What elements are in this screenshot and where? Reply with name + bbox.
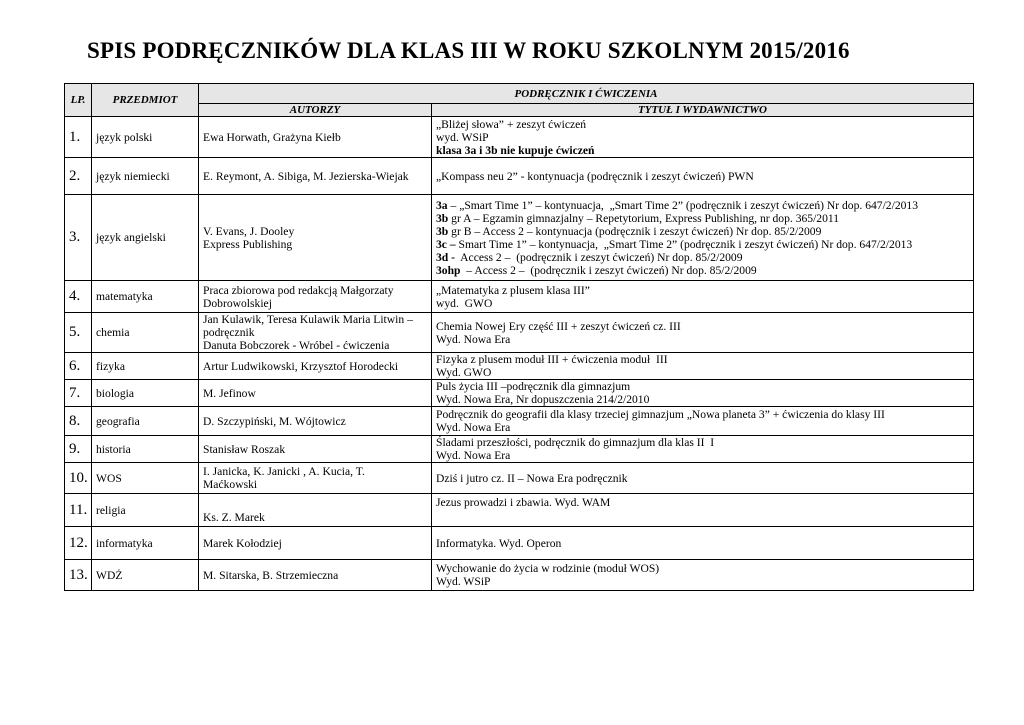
authors-cell [199,313,432,353]
author-line: Ewa Horwath, Grażyna Kiełb [203,130,341,144]
book-text: „Bliżej słowa” + zeszyt ćwiczeń [436,117,587,131]
book-line [436,449,969,462]
book-text: Podręcznik do geografii dla klasy trzeciej gimnazjum „Nowa planeta 3” + ćwiczenia do klasy III [436,408,885,421]
book-line [436,212,969,225]
book-line [436,144,969,157]
book-text: Jezus prowadzi i zbawia. Wyd. WAM [436,496,611,509]
author-line: I. Janicka, K. Janicki , A. Kucia, T. [203,465,365,478]
class-label: klasa 3a i 3b nie kupuje ćwiczeń [436,143,595,157]
author-line: Danuta Bobczorek - Wróbel - ćwiczenia [203,339,390,352]
book-text: „Kompass neu 2” - kontynuacja (podręcznik i zeszyt ćwiczeń) PWN [436,169,754,183]
book-line [436,496,969,509]
book-text: Wychowanie do życia w rodzinie (moduł WOS) [436,562,660,575]
author-line: Praca zbiorowa pod redakcją Małgorzaty [203,283,394,297]
author-line: E. Reymont, A. Sibiga, M. Jezierska-Wiejak [203,169,409,183]
header-lp: LP. [65,84,92,117]
book-line [436,575,969,588]
author-line: Stanisław Roszak [203,442,286,456]
book-text: Puls życia III –podręcznik dla gimnazjum [436,380,631,393]
author-line: Jan Kulawik, Teresa Kulawik Maria Litwin – [203,313,413,326]
book-text: Chemia Nowej Ery część III + zeszyt ćwiczeń cz. III [436,319,681,333]
subject-cell: biologia [92,380,199,407]
book-line [436,238,969,251]
table-row [65,560,974,591]
row-number: 3. [65,195,92,281]
subject-cell: język niemiecki [92,158,199,195]
authors-cell [199,380,432,407]
table-row [65,436,974,463]
book-text: Wyd. Nowa Era [436,421,511,434]
book-text: Access 2 – (podręcznik i zeszyt ćwiczeń) Nr dop. 85/2/2009 [455,250,743,264]
book-line [436,131,969,144]
book-text: Śladami przeszłości, podręcznik do gimnazjum dla klas II I [436,436,715,449]
authors-cell [199,117,432,158]
title-publisher-cell [432,158,974,195]
author-line: M. Sitarska, B. Strzemieczna [203,568,339,582]
book-text: gr A – Egzamin gimnazjalny – Repetytorium, Express Publishing, nr dop. 365/2011 [448,211,840,225]
title-publisher-cell [432,117,974,158]
row-number: 8. [65,407,92,436]
table-row [65,313,974,353]
subject-cell: historia [92,436,199,463]
book-text: Wyd. GWO [436,366,492,379]
row-number: 5. [65,313,92,353]
class-label: 3b [436,224,449,238]
authors-cell [199,436,432,463]
book-text: Smart Time 1” – kontynuacja, „Smart Time 2” (podręcznik i zeszyt ćwiczeń) Nr dop. 647/2/2013 [455,237,913,251]
class-label: 3b [436,211,449,225]
book-line [436,380,969,393]
book-line [436,199,969,212]
book-line [436,251,969,264]
book-line [436,366,969,379]
subject-cell: geografia [92,407,199,436]
title-publisher-cell [432,380,974,407]
book-line [436,284,969,297]
book-line [436,472,969,485]
book-line [436,118,969,131]
authors-cell [199,463,432,494]
author-line: Artur Ludwikowski, Krzysztof Horodecki [203,359,399,373]
title-publisher-cell [432,195,974,281]
title-publisher-cell [432,494,974,527]
row-number: 12. [65,527,92,560]
book-text: Fizyka z plusem moduł III + ćwiczenia moduł III [436,353,668,366]
book-line [436,170,969,183]
book-text: – „Smart Time 1” – kontynuacja, „Smart Time 2” (podręcznik i zeszyt ćwiczeń) Nr dop. 647/2/2013 [447,198,919,212]
book-text: Wyd. Nowa Era [436,332,511,346]
book-text: „Matematyka z plusem klasa III” [436,283,590,297]
row-number: 1. [65,117,92,158]
book-line [436,297,969,310]
book-text: Dziś i jutro cz. II – Nowa Era podręcznik [436,471,628,485]
authors-cell [199,353,432,380]
authors-cell [199,527,432,560]
title-publisher-cell [432,281,974,313]
book-text: Wyd. Nowa Era, Nr dopuszczenia 214/2/2010 [436,393,650,406]
header-subject: PRZEDMIOT [92,84,199,117]
row-number: 2. [65,158,92,195]
book-line [436,537,969,550]
table-row [65,281,974,313]
book-line [436,333,969,346]
authors-cell [199,158,432,195]
header-title-publisher: TYTUŁ I WYDAWNICTWO [432,104,974,117]
class-label: 3a [436,198,448,212]
author-line: Maćkowski [203,478,258,491]
book-text: wyd. WSiP [436,130,489,144]
row-number: 9. [65,436,92,463]
subject-cell: informatyka [92,527,199,560]
title-publisher-cell [432,560,974,591]
subject-cell: język angielski [92,195,199,281]
table-row [65,117,974,158]
book-text: Informatyka. Wyd. Operon [436,536,562,550]
header-group: PODRĘCZNIK I ĆWICZENIA [199,84,974,104]
table-row [65,353,974,380]
title-publisher-cell [432,313,974,353]
book-line [436,436,969,449]
book-text: – Access 2 – (podręcznik i zeszyt ćwiczeń) Nr dop. 85/2/2009 [460,263,757,277]
book-line [436,562,969,575]
authors-cell [199,494,432,527]
subject-cell: WOS [92,463,199,494]
author-line: podręcznik [203,326,255,339]
class-label: 3d - [436,250,456,264]
subject-cell: WDŻ [92,560,199,591]
title-publisher-cell [432,527,974,560]
title-publisher-cell [432,436,974,463]
subject-cell: religia [92,494,199,527]
author-line: D. Szczypiński, M. Wójtowicz [203,414,346,428]
authors-cell [199,195,432,281]
book-line [436,393,969,406]
row-number: 6. [65,353,92,380]
table-row [65,527,974,560]
subject-cell: język polski [92,117,199,158]
row-number: 10. [65,463,92,494]
row-number: 13. [65,560,92,591]
table-row [65,158,974,195]
title-publisher-cell [432,463,974,494]
table-row [65,494,974,527]
book-line [436,320,969,333]
book-line [436,421,969,434]
class-label: 3c – [436,237,456,251]
title-publisher-cell [432,353,974,380]
book-text: gr B – Access 2 – kontynuacja (podręcznik i zeszyt ćwiczeń) Nr dop. 85/2/2009 [448,224,822,238]
row-number: 7. [65,380,92,407]
table-row [65,463,974,494]
table-row [65,380,974,407]
author-line: Marek Kołodziej [203,536,282,550]
subject-cell: fizyka [92,353,199,380]
header-authors: AUTORZY [199,104,432,117]
book-line [436,353,969,366]
page-title: SPIS PODRĘCZNIKÓW DLA KLAS III W ROKU SZKOLNYM 2015/2016 [87,38,850,63]
book-line [436,408,969,421]
book-text: Wyd. Nowa Era [436,449,511,462]
book-line [436,264,969,277]
book-text: Wyd. WSiP [436,575,491,588]
table-row [65,195,974,281]
author-line: V. Evans, J. Dooley [203,224,295,238]
author-line: Dobrowolskiej [203,296,272,310]
table-body [65,117,974,591]
author-line: M. Jefinow [203,386,256,400]
row-number: 4. [65,281,92,313]
row-number: 11. [65,494,92,527]
authors-cell [199,281,432,313]
table-row [65,407,974,436]
textbook-table [64,83,974,591]
author-line: Ks. Z. Marek [203,511,265,524]
book-line [436,225,969,238]
title-publisher-cell [432,407,974,436]
authors-cell [199,407,432,436]
book-text: wyd. GWO [436,296,493,310]
author-line: Express Publishing [203,237,293,251]
subject-cell: matematyka [92,281,199,313]
class-label: 3ohp [436,263,461,277]
authors-cell [199,560,432,591]
subject-cell: chemia [92,313,199,353]
